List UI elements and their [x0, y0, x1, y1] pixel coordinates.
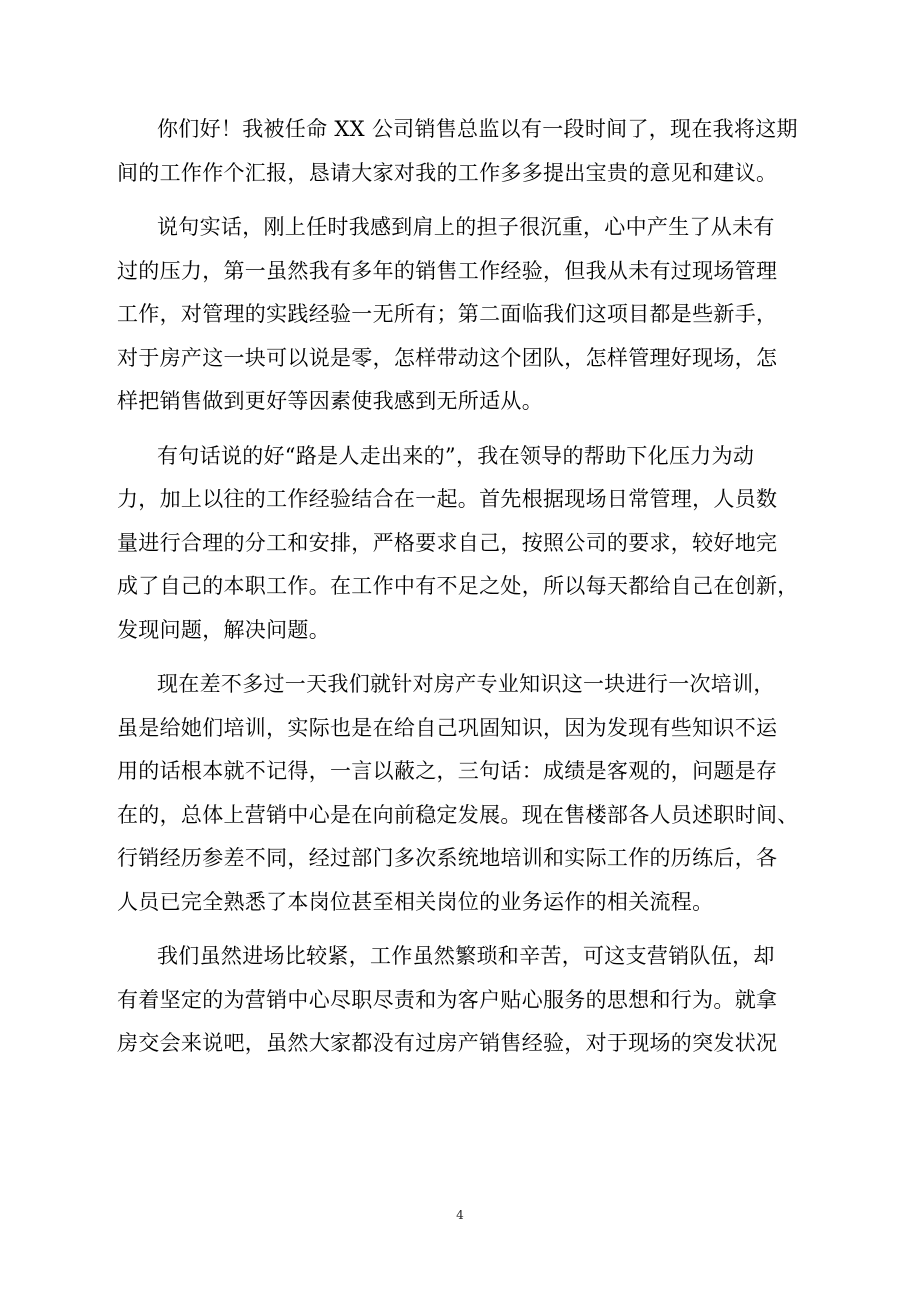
text-line: 行销经历参差不同，经过部门多次系统地培训和实际工作的历练后，各 — [117, 846, 778, 870]
text-line: 过的压力，第一虽然我有多年的销售工作经验，但我从未有过现场管理 — [117, 258, 778, 283]
text-line: 用的话根本就不记得，一言以蔽之，三句话：成绩是客观的，问题是存 — [117, 759, 778, 783]
text-line: 发现问题，解决问题。 — [117, 617, 330, 642]
text-line: 力，加上以往的工作经验结合在一起。首先根据现场日常管理，人员数 — [117, 487, 778, 511]
text-line: 工作，对管理的实践经验一无所有；第二面临我们这项目都是些新手， — [117, 302, 778, 326]
text-line: 虽是给她们培训，实际也是在给自己巩固知识，因为发现有些知识不运 — [117, 715, 778, 740]
text-line: 有着坚定的为营销中心尽职尽责和为客户贴心服务的思想和行为。就拿 — [117, 987, 778, 1012]
text-line: 人员已完全熟悉了本岗位甚至相关岗位的业务运作的相关流程。 — [117, 889, 714, 914]
text-line: 对于房产这一块可以说是零，怎样带动这个团队，怎样管理好现场，怎 — [117, 345, 778, 370]
text-line: 房交会来说吧，虽然大家都没有过房产销售经验，对于现场的突发状况 — [117, 1031, 778, 1055]
text-line: 你们好！我被任命 XX 公司销售总监以有一段时间了，现在我将这期 — [157, 117, 798, 141]
text-line: 有句话说的好“路是人走出来的”，我在领导的帮助下化压力为动 — [157, 443, 755, 468]
paragraph-3 — [117, 435, 803, 653]
page-number: 4 — [456, 1208, 464, 1222]
text-line: 在的，总体上营销中心是在向前稳定发展。现在售楼部各人员述职时间、 — [117, 802, 799, 827]
document-body — [117, 108, 803, 1066]
paragraph-5 — [117, 935, 803, 1066]
text-line: 间的工作作个汇报，恳请大家对我的工作多多提出宝贵的意见和建议。 — [117, 160, 778, 185]
text-line: 样把销售做到更好等因素使我感到无所适从。 — [117, 389, 543, 413]
paragraph-1 — [117, 108, 803, 195]
paragraph-4 — [117, 663, 803, 924]
text-line: 现在差不多过一天我们就针对房产专业知识这一块进行一次培训， — [157, 672, 775, 696]
text-line: 成了自己的本职工作。在工作中有不足之处，所以每天都给自己在创新， — [117, 574, 799, 598]
text-line: 量进行合理的分工和安排，严格要求自己，按照公司的要求，较好地完 — [117, 530, 778, 555]
paragraph-2 — [117, 206, 803, 424]
text-line: 我们虽然进场比较紧，工作虽然繁琐和辛苦，可这支营销队伍，却 — [157, 944, 775, 968]
text-line: 说句实话，刚上任时我感到肩上的担子很沉重，心中产生了从未有 — [157, 215, 775, 239]
